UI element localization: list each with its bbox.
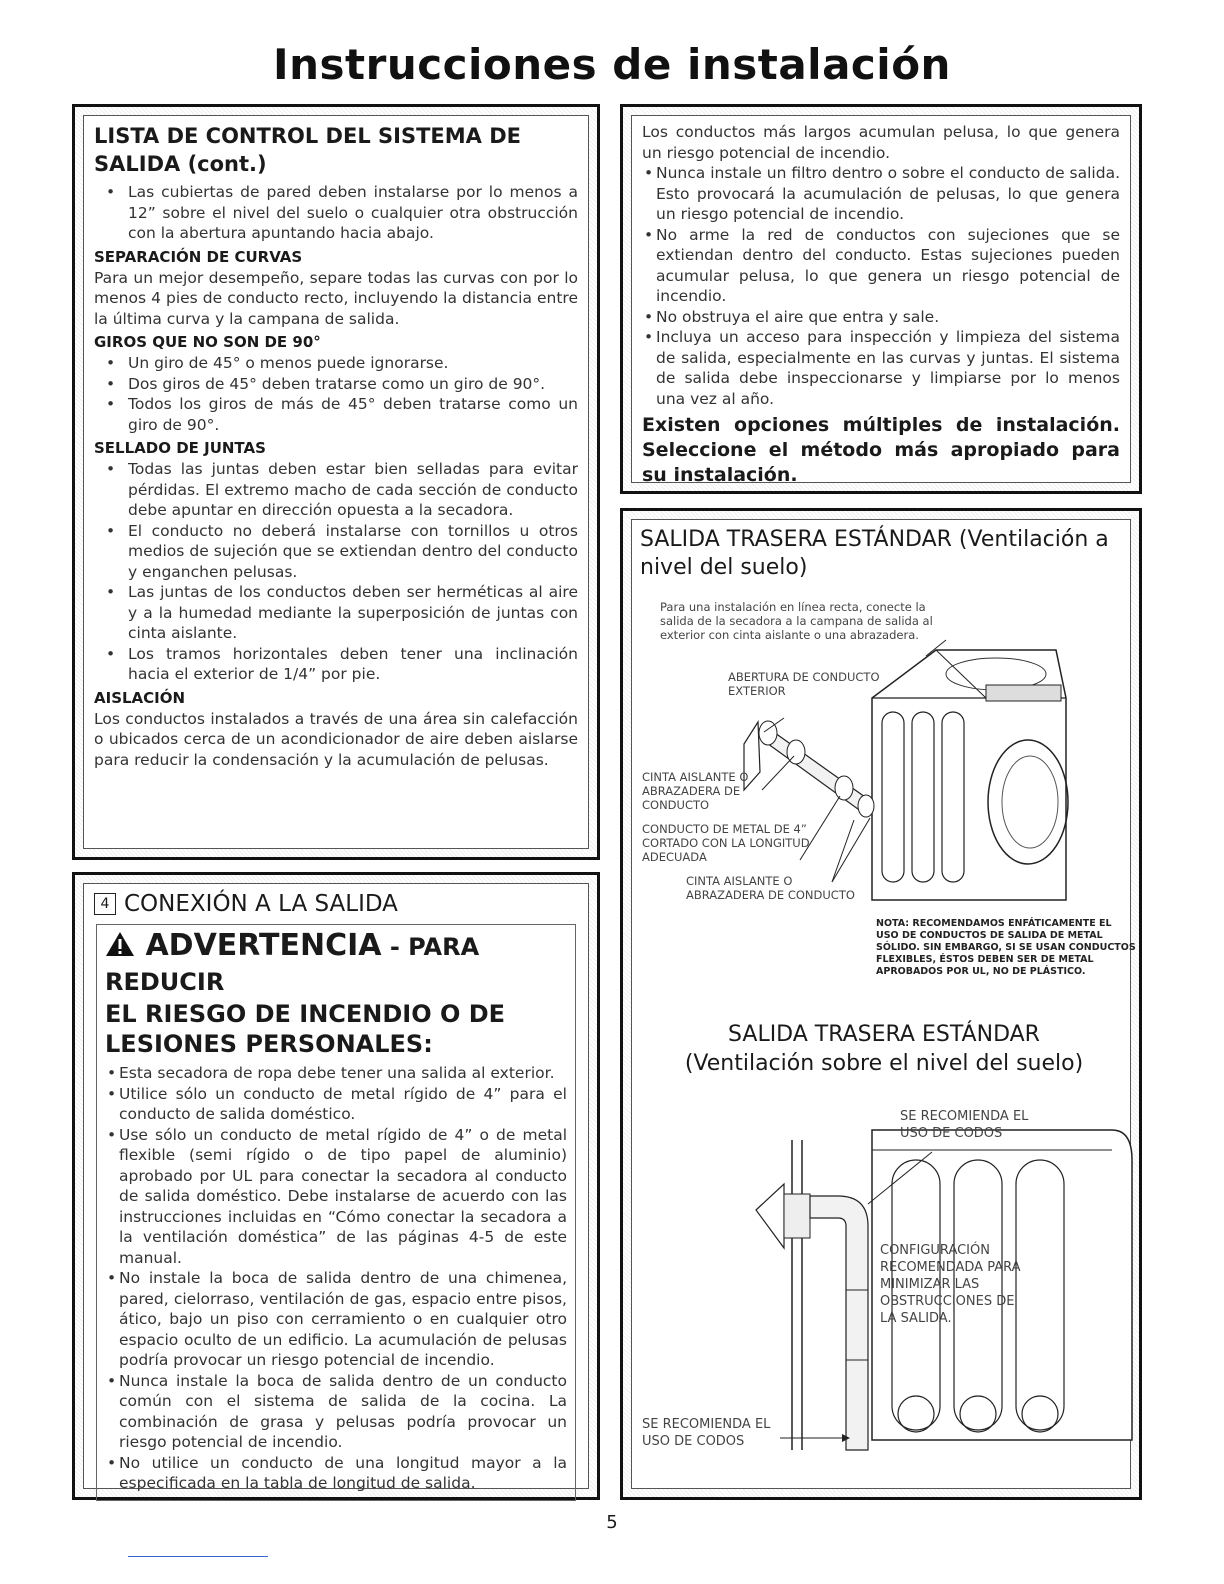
lead-text: Los conductos más largos acumulan pelusa, lo que genera un riesgo potencial de incendio.: [642, 123, 1120, 162]
checklist-panel-inner: [83, 115, 589, 849]
aislacion-text: Los conductos instalados a través de una área sin calefacción o ubicados cerca de un acondicionador de aire deben aislarse para reducir la condensación y la acumulación de pelusas.: [94, 709, 578, 769]
warning-block: [96, 924, 576, 1501]
connection-heading: [94, 890, 578, 918]
list-item: • No instale la boca de salida dentro de una chimenea, pared, cielorraso, ventilación de gas, espacio entre pisos, ático, bajo un piso con cerramiento o en cualquier otro espacio oculto de un edificio. La acumulación de pelusas podría provocar un riesgo potencial de incendio.: [119, 1268, 567, 1371]
page-title: Instrucciones de instalación: [273, 40, 951, 89]
rear-exhaust-inner: [631, 519, 1136, 1489]
connection-heading-text: CONEXIÓN A LA SALIDA: [124, 891, 398, 917]
list-item: • Las cubiertas de pared deben instalarse por lo menos a 12” sobre el nivel del suelo o cualquier otra obstrucción con la abertura apuntando hacia abajo.: [128, 182, 578, 244]
label-config: CONFIGURACIÓN RECOMENDADA PARA MINIMIZAR LAS OBSTRUCCIONES DE LA SALIDA.: [880, 1243, 1021, 1326]
floor-level-heading: SALIDA TRASERA ESTÁNDAR (Ventilación a nivel del suelo): [640, 527, 1109, 580]
installation-options-note: Existen opciones múltiples de instalación. Seleccione el método más apropiado para su instalación.: [642, 414, 1120, 486]
list-item: • No obstruya el aire que entra y sale.: [656, 307, 1120, 328]
list-item: • Esta secadora de ropa debe tener una salida al exterior.: [119, 1063, 567, 1084]
aislacion-heading: AISLACIÓN: [94, 688, 186, 707]
above-floor-heading: [632, 1020, 1136, 1078]
warning-suffix: - PARA REDUCIR: [105, 933, 480, 996]
list-item: • No utilice un conducto de una longitud mayor a la especificada en la tabla de longitud de salida.: [119, 1453, 567, 1494]
list-item: • Use sólo un conducto de metal rígido de 4” o de metal flexible (semi rígido o de tipo papel de aluminio) aprobado por UL para conectar la secadora al conducto de salida doméstico. Debe instalarse de acuerdo con las instrucciones incluidas en “Cómo conectar la secadora a la ventilación doméstica” de las páginas 4-5 de este manual.: [119, 1125, 567, 1269]
warning-word: ADVERTENCIA: [145, 928, 382, 963]
warning-subtitle: EL RIESGO DE INCENDIO O DE LESIONES PERSONALES:: [105, 1000, 506, 1058]
list-item: • No arme la red de conductos con sujeciones que se extiendan dentro del conducto. Estas sujeciones pueden acumular pelusa, lo que genera un riesgo potencial de incendio.: [656, 225, 1120, 307]
safety-list: [642, 163, 1120, 409]
giros-heading: GIROS QUE NO SON DE 90°: [94, 333, 321, 351]
safety-notes-inner: [631, 115, 1131, 486]
list-item: • Un giro de 45° o menos puede ignorarse.: [128, 353, 578, 374]
step-number-box: 4: [94, 893, 116, 915]
checklist-panel: [72, 104, 600, 860]
separacion-text: Para un mejor desempeño, separe todas las curvas con por lo menos 4 pies de conducto recto, incluyendo la distancia entre la última curva y la campana de salida.: [94, 268, 578, 328]
list-item: • Los tramos horizontales deben tener una inclinación hacia el exterior de 1/4” por pie.: [128, 644, 578, 685]
checklist-intro-list: [94, 182, 578, 244]
warning-list: [105, 1063, 567, 1494]
list-item: • Incluya un acceso para inspección y limpieza del sistema de salida, especialmente en las curvas y juntas. El sistema de salida debe inspeccionarse y limpiarse por lo menos una vez al año.: [656, 327, 1120, 409]
list-item: • El conducto no deberá instalarse con tornillos u otros medios de sujeción que se extiendan dentro del conducto y enganchen pelusas.: [128, 521, 578, 583]
rear-exhaust-panel: [620, 508, 1142, 1500]
giros-list: [94, 353, 578, 435]
above-floor-heading-line2: (Ventilación sobre el nivel del suelo): [684, 1051, 1084, 1076]
warning-title: [105, 929, 567, 999]
footer-link-underline: [128, 1556, 268, 1557]
metal-duct-note: NOTA: RECOMENDAMOS ENFÁTICAMENTE EL USO DE CONDUCTOS DE SALIDA DE METAL SÓLIDO. SIN EMBARGO, SI SE USAN CONDUCTOS FLEXIBLES, ÉSTOS DEBEN SER DE METAL APROBADOS POR UL, NO DE PLÁSTICO.: [876, 918, 1136, 977]
list-item: • Todas las juntas deben estar bien selladas para evitar pérdidas. El extremo macho de cada sección de conducto debe apuntar en dirección opuesta a la secadora.: [128, 459, 578, 521]
floor-level-caption: Para una instalación en línea recta, conecte la salida de la secadora a la campana de salida al exterior con cinta aislante o una abrazadera.: [660, 600, 933, 642]
warning-triangle-icon: [105, 931, 135, 957]
list-item: • Nunca instale un filtro dentro o sobre el conducto de salida. Esto provocará la acumulación de pelusas, lo que genera un riesgo potencial de incendio.: [656, 163, 1120, 225]
label-codos-bottom: SE RECOMIENDA EL USO DE CODOS: [642, 1417, 771, 1449]
label-conducto: CONDUCTO DE METAL DE 4” CORTADO CON LA LONGITUD ADECUADA: [642, 822, 810, 864]
page-number: 5: [606, 1512, 618, 1533]
safety-notes-panel: [620, 104, 1142, 494]
connection-panel: [72, 872, 600, 1500]
list-item: • Dos giros de 45° deben tratarse como un giro de 90°.: [128, 374, 578, 395]
above-floor-heading-line1: SALIDA TRASERA ESTÁNDAR: [728, 1022, 1040, 1047]
connection-panel-inner: [83, 883, 589, 1492]
list-item: • Todos los giros de más de 45° deben tratarse como un giro de 90°.: [128, 394, 578, 435]
label-cinta-1: CINTA AISLANTE O ABRAZADERA DE CONDUCTO: [642, 770, 749, 812]
sellado-list: [94, 459, 578, 685]
list-item: • Utilice sólo un conducto de metal rígido de 4” para el conducto de salida doméstico.: [119, 1084, 567, 1125]
checklist-heading: LISTA DE CONTROL DEL SISTEMA DE SALIDA (cont.): [94, 124, 521, 176]
label-abertura: ABERTURA DE CONDUCTO EXTERIOR: [728, 670, 880, 698]
list-item: • Las juntas de los conductos deben ser herméticas al aire y a la humedad mediante la superposición de juntas con cinta aislante.: [128, 582, 578, 644]
sellado-heading: SELLADO DE JUNTAS: [94, 439, 266, 457]
list-item: • Nunca instale la boca de salida dentro de un conducto común con el sistema de salida de la cocina. La combinación de grasa y pelusas podría provocar un riesgo potencial de incendio.: [119, 1371, 567, 1453]
label-codos-top: SE RECOMIENDA EL USO DE CODOS: [900, 1109, 1029, 1141]
label-cinta-2: CINTA AISLANTE O ABRAZADERA DE CONDUCTO: [686, 874, 855, 902]
separacion-heading: SEPARACIÓN DE CURVAS: [94, 247, 303, 266]
